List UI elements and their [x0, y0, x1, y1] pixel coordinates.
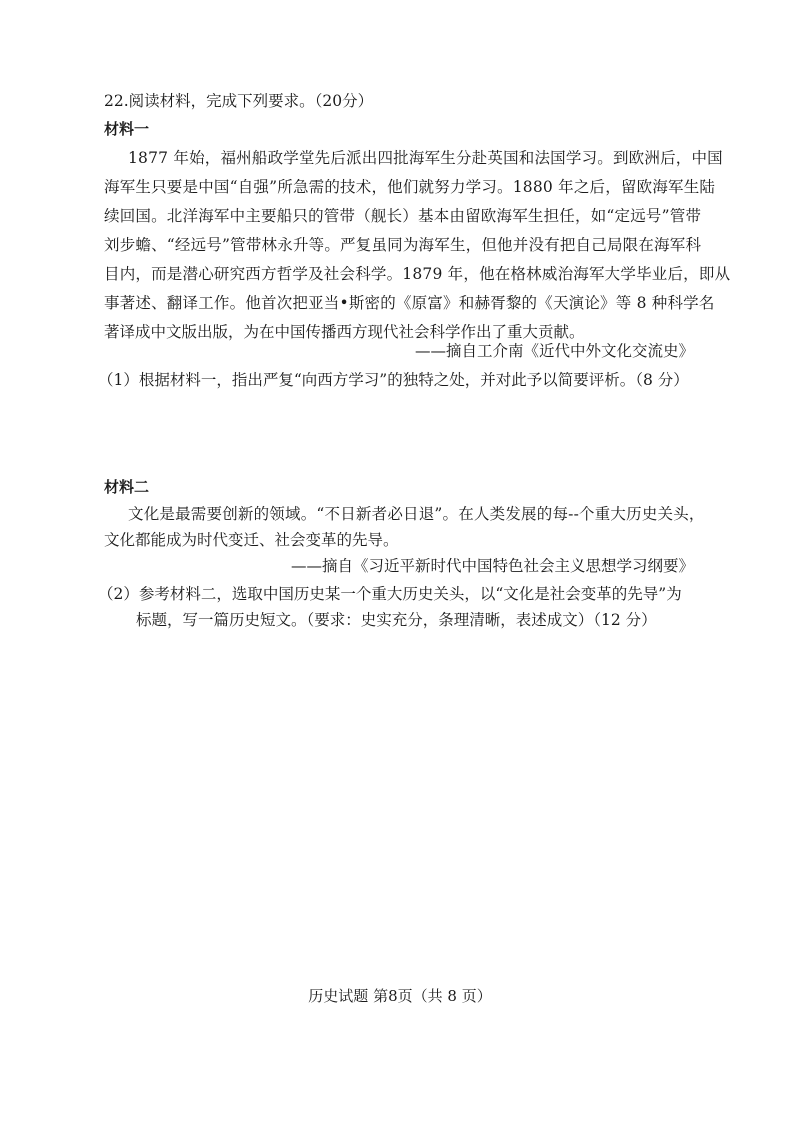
- material1-line: 目内，而是潜心研究西方哲学及社会科学。1879 年，他在格林威治海军大学毕业后，即从: [104, 265, 731, 283]
- material2-line: 文化都能成为时代变迁、社会变革的先导。: [104, 531, 399, 549]
- material1-heading: 材料一: [104, 120, 150, 138]
- sub-question-1: （1）根据材料一，指出严复“向西方学习”的独特之处，并对此予以简要评析。（8 分）: [98, 371, 689, 389]
- material2-line: 文化是最需要创新的领域。“不日新者必日退”。在人类发展的每--个重大历史关头，: [128, 505, 705, 523]
- material2-heading: 材料二: [104, 478, 150, 496]
- material1-line: 续回国。北洋海军中主要船只的管带（舰长）基本由留欧海军生担任，如“定远号”管带: [104, 207, 702, 225]
- question-title: 22.阅读材料，完成下列要求。（20分）: [104, 92, 374, 110]
- material1-line: 事著述、翻译工作。他首次把亚当•斯密的《原富》和赫胥黎的《天演论》等 8 种科学名: [104, 294, 715, 312]
- material1-line: 海军生只要是中国“自强”所急需的技术，他们就努力学习。1880 年之后，留欧海军生陆: [104, 178, 716, 196]
- material1-line: 著译成中文版出版，为在中国传播西方现代社会科学作出了重大贡献。: [104, 323, 585, 341]
- material1-line: 刘步蟾、“经远号”管带林永升等。严复虽同为海军生，但他并没有把自己局限在海军科: [104, 236, 702, 254]
- material1-line: 1877 年始，福州船政学堂先后派出四批海军生分赴英国和法国学习。到欧洲后，中国: [128, 149, 723, 167]
- page-footer: 历史试题 第8页（共 8 页）: [308, 987, 492, 1005]
- material1-source: ——摘自工介南《近代中外文化交流史》: [414, 342, 694, 360]
- sub-question-2-line2: 标题，写一篇历史短文。（要求：史实充分，条理清晰，表述成文）（12 分）: [136, 611, 657, 629]
- sub-question-2-line1: （2）参考材料二，选取中国历史某一个重大历史关头，以“文化是社会变革的先导”为: [98, 585, 682, 603]
- material2-source: ——摘自《习近平新时代中国特色社会主义思想学习纲要》: [290, 557, 694, 575]
